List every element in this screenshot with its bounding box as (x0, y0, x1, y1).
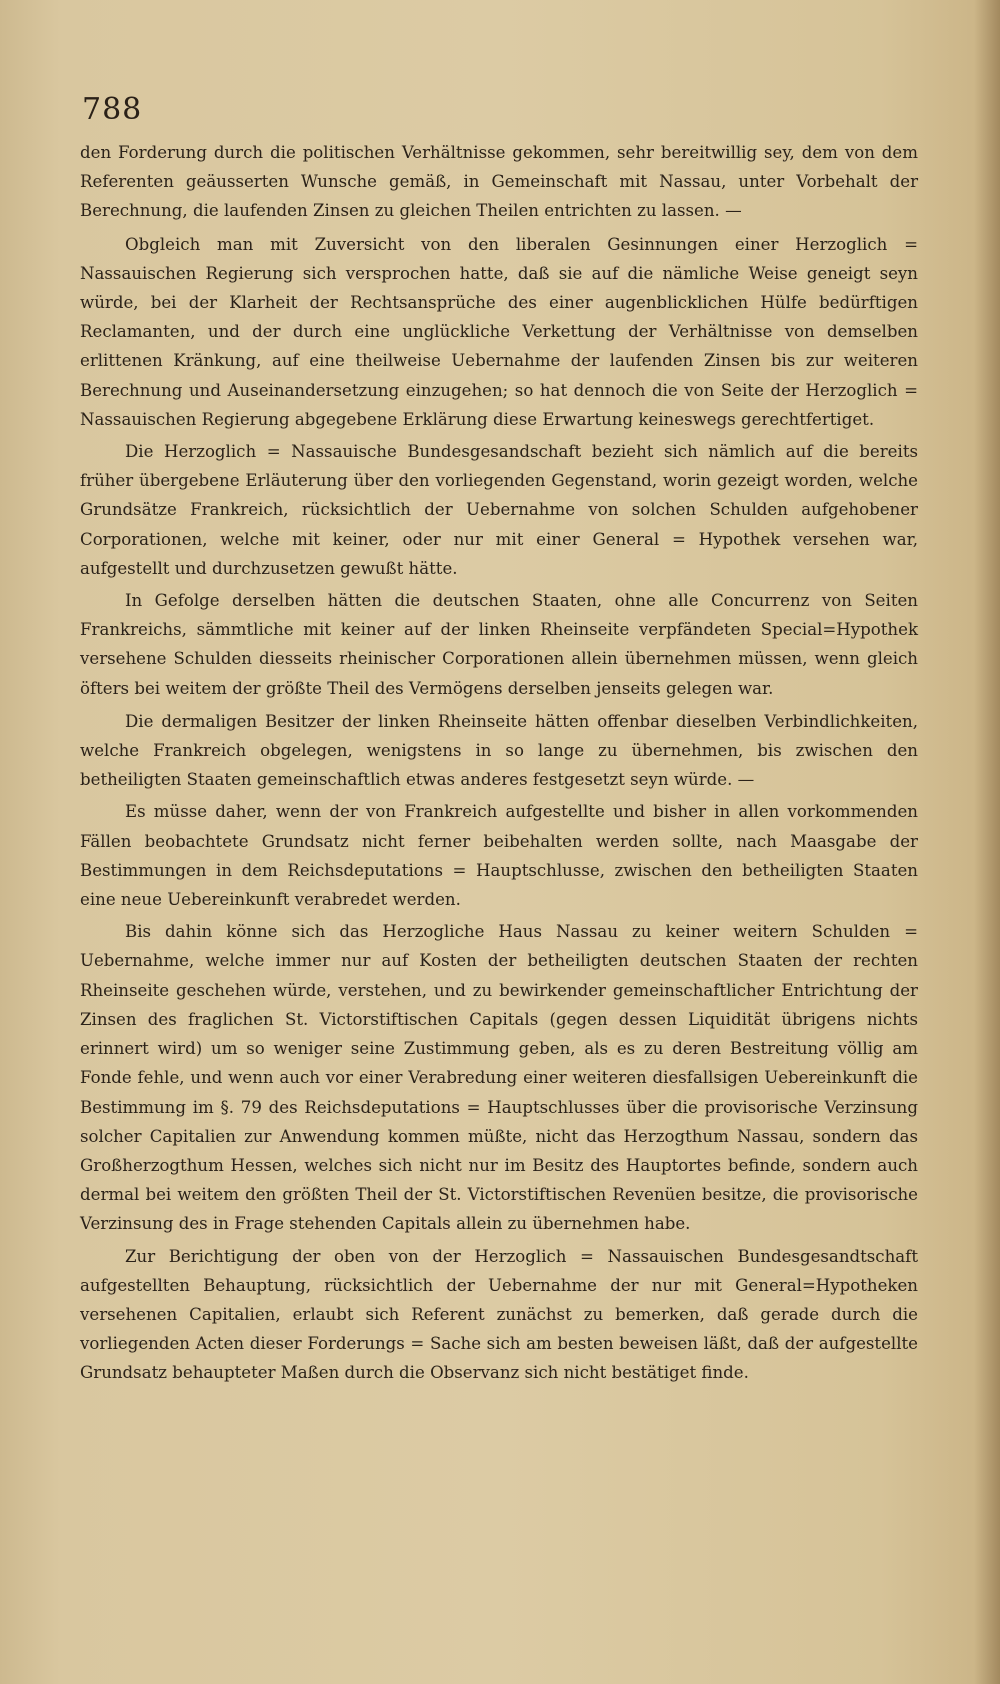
paragraph-3: Die Herzoglich = Nassauische Bundesgesandschaft bezieht sich nämlich auf die bereits früher übergebene Erläuterung über den vorliegenden Gegenstand, worin gezeigt worden, welche Grundsätze Frankreich, rücksichtlich der Uebernahme von solchen Schulden aufgehobener Corporationen, welche mit keiner, oder nur mit einer General = Hypothek versehen war, aufgestellt und durchzusetzen gewußt hätte. (80, 442, 918, 578)
paragraph-8: Zur Berichtigung der oben von der Herzoglich = Nassauischen Bundesgesandtschaft aufgestellten Behauptung, rücksichtlich der Uebernahme der nur mit General=Hypotheken versehenen Capitalien, erlaubt sich Referent zunächst zu bemerken, daß gerade durch die vorliegenden Acten dieser Forderungs = Sache sich am besten beweisen läßt, daß der aufgestellte Grundsatz behaupteter Maßen durch die Observanz sich nicht bestätiget finde. (80, 1246, 918, 1383)
body-text (80, 138, 918, 1391)
page-number: 788 (82, 92, 143, 127)
paragraph-2: Obgleich man mit Zuversicht von den liberalen Gesinnungen einer Herzoglich = Nassauischen Regierung sich versprochen hatte, daß sie auf die nämliche Weise geneigt seyn würde, bei der Klarheit der Rechtsansprüche des einer augenblicklichen Hülfe bedürftigen Reclamanten, und der durch eine unglückliche Verkettung der Verhältnisse von demselben erlittenen Kränkung, auf eine theilweise Uebernahme der laufenden Zinsen bis zur weiteren Berechnung und Auseinandersetzung einzugehen; so hat dennoch die von Seite der Herzoglich = Nassauischen Regierung abgegebene Erklärung diese Erwartung keineswegs gerechtfertiget. (80, 234, 918, 429)
paragraph-1: den Forderung durch die politischen Verhältnisse gekommen, sehr bereitwillig sey, dem von dem Referenten geäusserten Wunsche gemäß, in Gemeinschaft mit Nassau, unter Vorbehalt der Berechnung, die laufenden Zinsen zu gleichen Theilen entrichten zu lassen. — (80, 143, 918, 221)
paragraph-6: Es müsse daher, wenn der von Frankreich aufgestellte und bisher in allen vorkommenden Fällen beobachtete Grundsatz nicht ferner beibehalten werden sollte, nach Maasgabe der Bestimmungen in dem Reichsdeputations = Hauptschlusse, zwischen den betheiligten Staaten eine neue Uebereinkunft verabredet werden. (80, 802, 918, 910)
page-edge-shadow (974, 0, 1000, 1684)
paragraph-5: Die dermaligen Besitzer der linken Rheinseite hätten offenbar dieselben Verbindlichkeiten, welche Frankreich obgelegen, wenigstens in so lange zu übernehmen, bis zwischen den betheiligten Staaten gemeinschaftlich etwas anderes festgesetzt seyn würde. — (80, 711, 918, 790)
paragraph-4: In Gefolge derselben hätten die deutschen Staaten, ohne alle Concurrenz von Seiten Frankreichs, sämmtliche mit keiner auf der linken Rheinseite verpfändeten Special=Hypothek versehene Schulden diesseits rheinischer Corporationen allein übernehmen müssen, wenn gleich öfters bei weitem der größte Theil des Vermögens derselben jenseits gelegen war. (80, 591, 918, 698)
paragraph-7: Bis dahin könne sich das Herzogliche Haus Nassau zu keiner weitern Schulden = Uebernahme, welche immer nur auf Kosten der betheiligten deutschen Staaten der rechten Rheinseite geschehen würde, verstehen, und zu bewirkender gemeinschaftlicher Entrichtung der Zinsen des fraglichen St. Victorstiftischen Capitals (gegen dessen Liquidität übrigens nichts erinnert wird) um so weniger seine Zustimmung geben, als es zu deren Bestreitung völlig am Fonde fehle, und wenn auch vor einer Verabredung einer weiteren diesfallsigen Uebereinkunft die Bestimmung im §. 79 des Reichsdeputations = Hauptschlusses über die provisorische Verzinsung solcher Capitalien zur Anwendung kommen müßte, nicht das Herzogthum Nassau, sondern das Großherzogthum Hessen, welches sich nicht nur im Besitz des Hauptortes befinde, sondern auch dermal bei weitem den größten Theil der St. Victorstiftischen Revenüen besitze, die provisorische Verzinsung des in Frage stehenden Capitals allein zu übernehmen habe. (80, 922, 918, 1234)
